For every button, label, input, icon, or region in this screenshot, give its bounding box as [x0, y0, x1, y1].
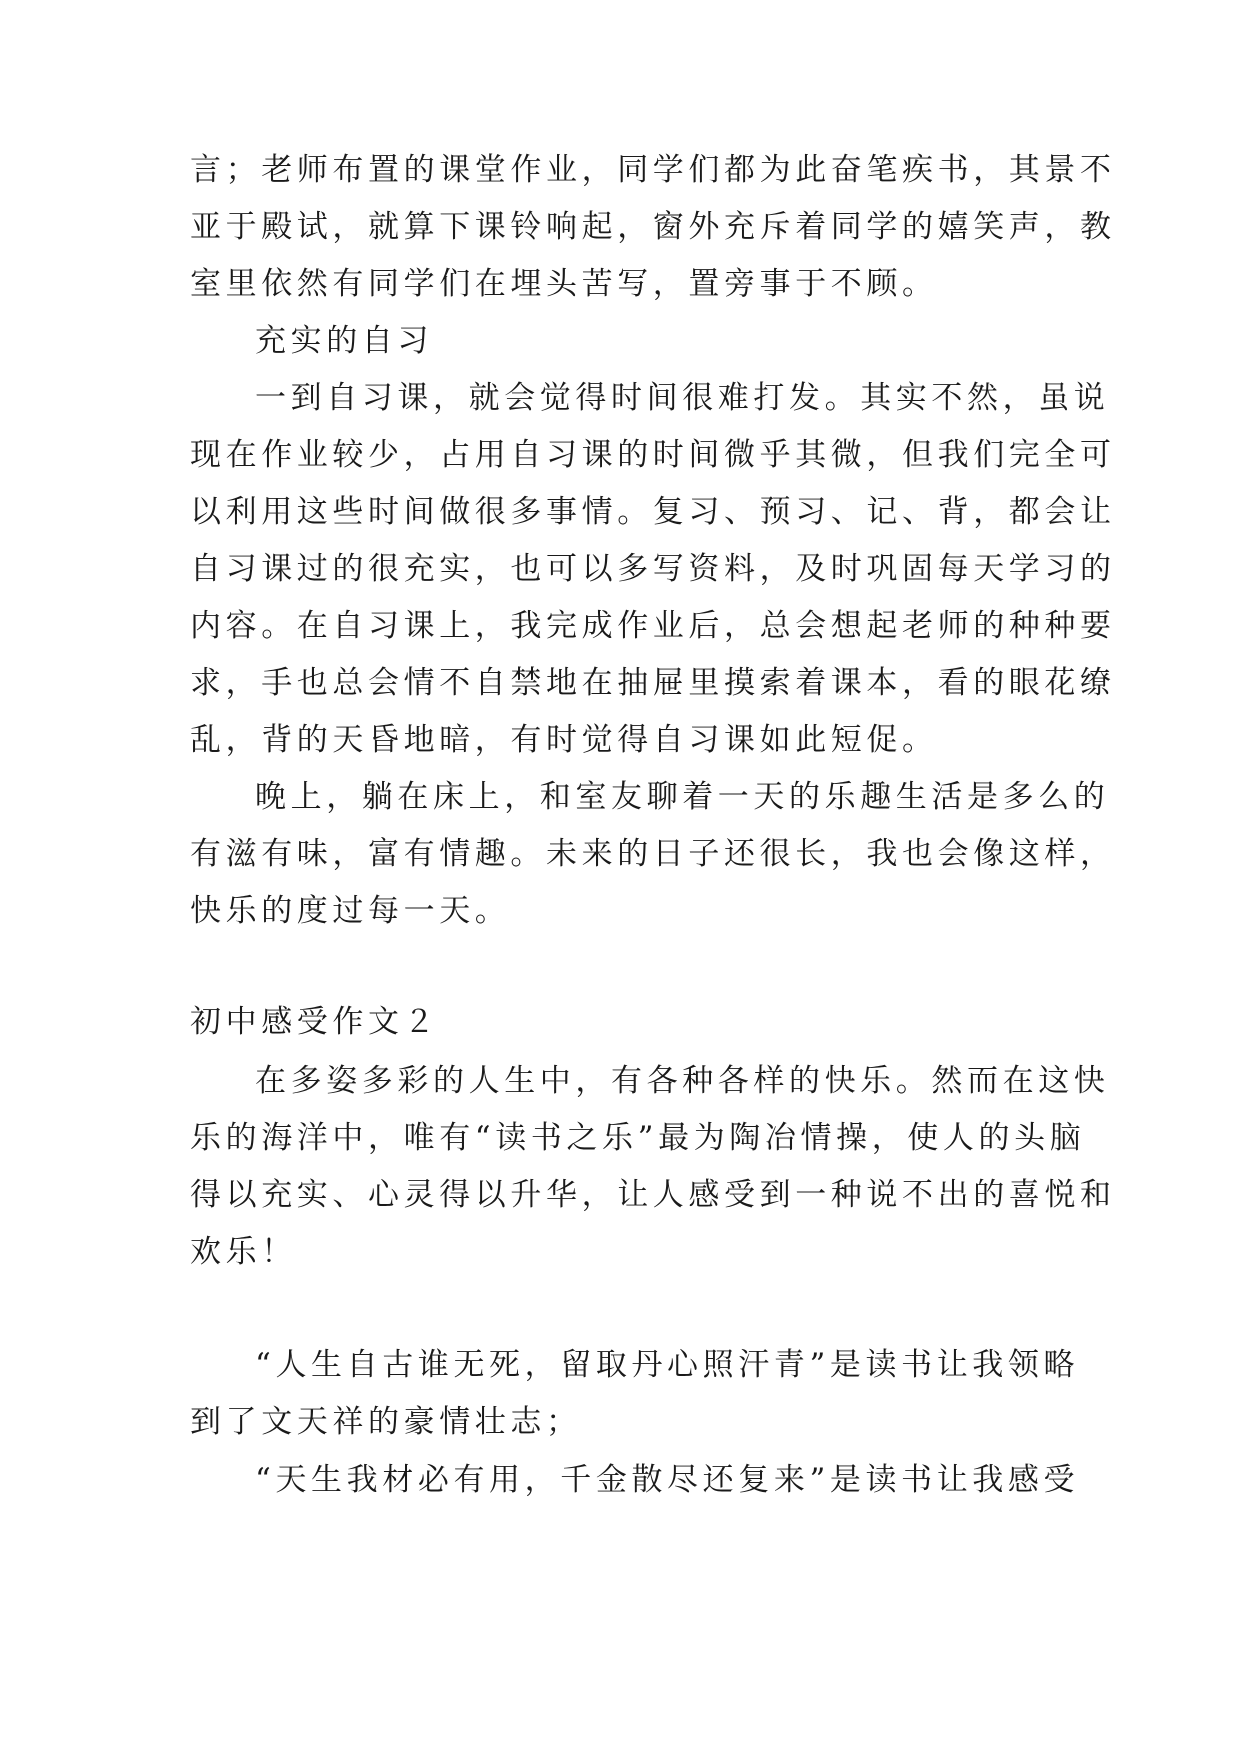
text-line: 言；老师布置的课堂作业，同学们都为此奋笔疾书，其景不 [190, 152, 1116, 188]
text-line: 自习课过的很充实，也可以多写资料，及时巩固每天学习的 [190, 551, 1116, 587]
text-line: “天生我材必有用，千金散尽还复来”是读书让我感受 [255, 1462, 1080, 1498]
section-heading: 充实的自习 [255, 323, 433, 359]
text-line: 一到自习课，就会觉得时间很难打发。其实不然，虽说 [255, 380, 1110, 416]
text-line: 内容。在自习课上，我完成作业后，总会想起老师的种种要 [190, 608, 1116, 644]
text-line: 有滋有味，富有情趣。未来的日子还很长，我也会像这样， [190, 836, 1116, 872]
text-line: “人生自古谁无死，留取丹心照汗青”是读书让我领略 [255, 1347, 1080, 1383]
text-line: 乐的海洋中，唯有“读书之乐”最为陶冶情操，使人的头脑 [190, 1120, 1086, 1156]
text-line: 得以充实、心灵得以升华，让人感受到一种说不出的喜悦和 [190, 1177, 1116, 1213]
text-line: 乱，背的天昏地暗，有时觉得自习课如此短促。 [190, 722, 938, 758]
text-line: 晚上，躺在床上，和室友聊着一天的乐趣生活是多么的 [255, 779, 1110, 815]
text-line: 亚于殿试，就算下课铃响起，窗外充斥着同学的嬉笑声，教 [190, 209, 1116, 245]
text-line: 现在作业较少，占用自习课的时间微乎其微，但我们完全可 [190, 437, 1116, 473]
text-line: 快乐的度过每一天。 [190, 893, 511, 929]
text-line: 求，手也总会情不自禁地在抽屉里摸索着课本，看的眼花缭 [190, 665, 1116, 701]
text-line: 在多姿多彩的人生中，有各种各样的快乐。然而在这快 [255, 1063, 1110, 1099]
text-line: 以利用这些时间做很多事情。复习、预习、记、背，都会让 [190, 494, 1116, 530]
essay-title: 初中感受作文２ [190, 1004, 440, 1040]
text-line: 到了文天祥的豪情壮志； [190, 1404, 582, 1440]
text-line: 室里依然有同学们在埋头苦写，置旁事于不顾。 [190, 266, 938, 302]
text-line: 欢乐！ [190, 1234, 297, 1270]
